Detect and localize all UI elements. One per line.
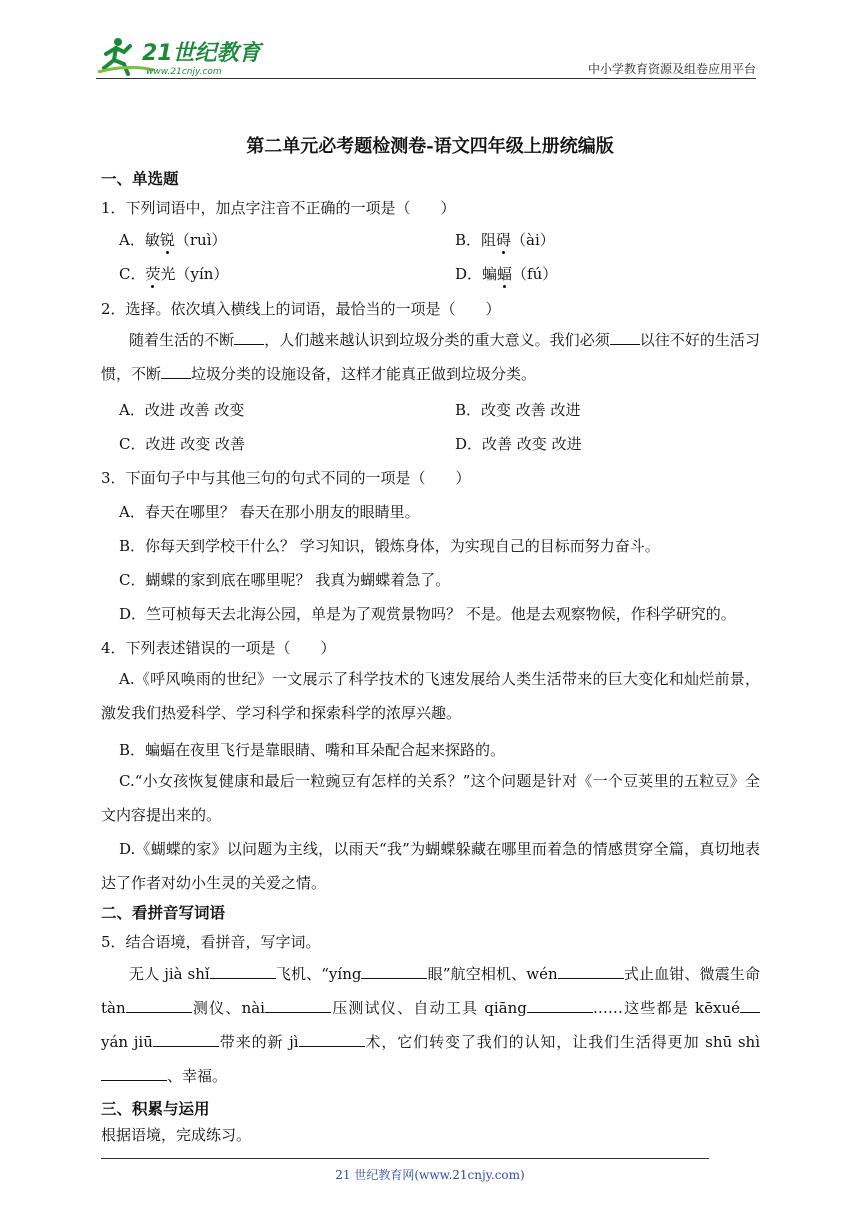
answer-blank[interactable]: [299, 1032, 365, 1047]
answer-blank[interactable]: [161, 364, 191, 379]
answer-blank[interactable]: [558, 964, 624, 979]
q2-passage: 随着生活的不断 ，人们越来越认识到垃圾分类的重大意义。我们必须 以往不好的生活习惯，不断 垃圾分类的设施设备，这样才能真正做到垃圾分类。: [101, 331, 760, 383]
q3-stem: 3．下面句子中与其他三句的句式不同的一项是（ ）: [101, 469, 471, 487]
answer-blank[interactable]: [610, 330, 640, 345]
q1-option-c[interactable]: C．荧光（yín）: [119, 265, 229, 283]
q1-stem: 1．下列词语中，加点字注音不正确的一项是（ ）: [101, 199, 456, 217]
q4-option-c[interactable]: C.“小女孩恢复健康和最后一粒豌豆有怎样的关系？”这个问题是针对《一个豆荚里的五粒豆》全文内容提出来的。: [101, 772, 760, 824]
section-heading-pinyin: 二、看拼音写词语: [101, 903, 226, 922]
q1-option-d[interactable]: D．蝙蝠（fú）: [455, 265, 558, 283]
section-heading-single-choice: 一、单选题: [101, 169, 179, 188]
answer-blank[interactable]: [153, 1032, 219, 1047]
dotted-char: 蝠: [497, 265, 513, 283]
page-header: [96, 34, 756, 80]
page-title: 第二单元必考题检测卷-语文四年级上册统编版: [246, 136, 614, 157]
dotted-char: 碍: [496, 231, 512, 249]
answer-blank[interactable]: [361, 964, 427, 979]
answer-blank[interactable]: [210, 964, 276, 979]
q2-option-b[interactable]: B．改变 改善 改进: [455, 401, 581, 419]
q4-option-a[interactable]: A.《呼风唤雨的世纪》一文展示了科学技术的飞速发展给人类生活带来的巨大变化和灿烂前景，激发我们热爱科学、学习科学和探索科学的浓厚兴趣。: [101, 670, 760, 722]
q1-option-b[interactable]: B．阻碍（ài）: [455, 231, 555, 249]
q4-option-d[interactable]: D.《蝴蝶的家》以问题为主线，以雨天“我”为蝴蝶躲藏在哪里而着急的情感贯穿全篇，真切地表达了作者对幼小生灵的关爱之情。: [101, 840, 760, 892]
q4-option-b[interactable]: B．蝙蝠在夜里飞行是靠眼睛、嘴和耳朵配合起来探路的。: [119, 741, 506, 759]
q3-option-b[interactable]: B．你每天到学校干什么？ 学习知识，锻炼身体，为实现自己的目标而努力奋斗。: [119, 537, 660, 555]
section-heading-accumulation: 三、积累与运用: [101, 1099, 210, 1118]
answer-blank[interactable]: [527, 998, 593, 1013]
svg-text:www.21cnjy.com: www.21cnjy.com: [146, 67, 222, 77]
platform-name: 中小学教育资源及组卷应用平台: [587, 62, 756, 76]
footer-text[interactable]: 21 世纪教育网(www.21cnjy.com): [335, 1168, 525, 1182]
q5-stem: 5．结合语境，看拼音，写字词。: [101, 933, 321, 951]
answer-blank[interactable]: [740, 998, 760, 1013]
q4-stem: 4．下列表述错误的一项是（ ）: [101, 639, 336, 657]
q2-option-a[interactable]: A．改进 改善 改变: [119, 401, 245, 419]
dotted-char: 荧: [145, 265, 161, 283]
answer-blank[interactable]: [234, 330, 264, 345]
answer-blank[interactable]: [101, 1066, 167, 1081]
q3-option-c[interactable]: C．蝴蝶的家到底在哪里呢？ 我真为蝴蝶着急了。: [119, 571, 451, 589]
logo: [96, 34, 266, 78]
header-divider: [96, 78, 756, 79]
q3-option-d[interactable]: D．竺可桢每天去北海公园，单是为了观赏景物吗？ 不是。他是去观察物候，作科学研究的。: [119, 605, 736, 623]
q2-option-c[interactable]: C．改进 改变 改善: [119, 435, 246, 453]
svg-text:21世纪教育: 21世纪教育: [142, 41, 261, 66]
q2-option-d[interactable]: D．改善 改变 改进: [455, 435, 582, 453]
section3-instruction: 根据语境，完成练习。: [101, 1126, 252, 1144]
answer-blank[interactable]: [265, 998, 331, 1013]
footer-divider: [101, 1158, 709, 1159]
q1-option-a[interactable]: A．敏锐（ruì）: [119, 231, 227, 249]
q2-stem: 2．选择。依次填入横线上的词语，最恰当的一项是（ ）: [101, 300, 501, 318]
dotted-char: 锐: [159, 231, 175, 249]
q5-passage: 无人 jià shǐ 飞机、“yíng 眼”航空相机、wén 式止血钳、微震生命 tàn 测仪、nài 压测试仪、自动工具 qiāng ……这些都是 kēxué yán jiū 带来的新 jì 术，它们转变了我们的认知，让我们生活得更加 shū shì、幸福。: [101, 965, 760, 1085]
q3-option-a[interactable]: A．春天在哪里？ 春天在那小朋友的眼睛里。: [119, 503, 420, 521]
answer-blank[interactable]: [126, 998, 192, 1013]
